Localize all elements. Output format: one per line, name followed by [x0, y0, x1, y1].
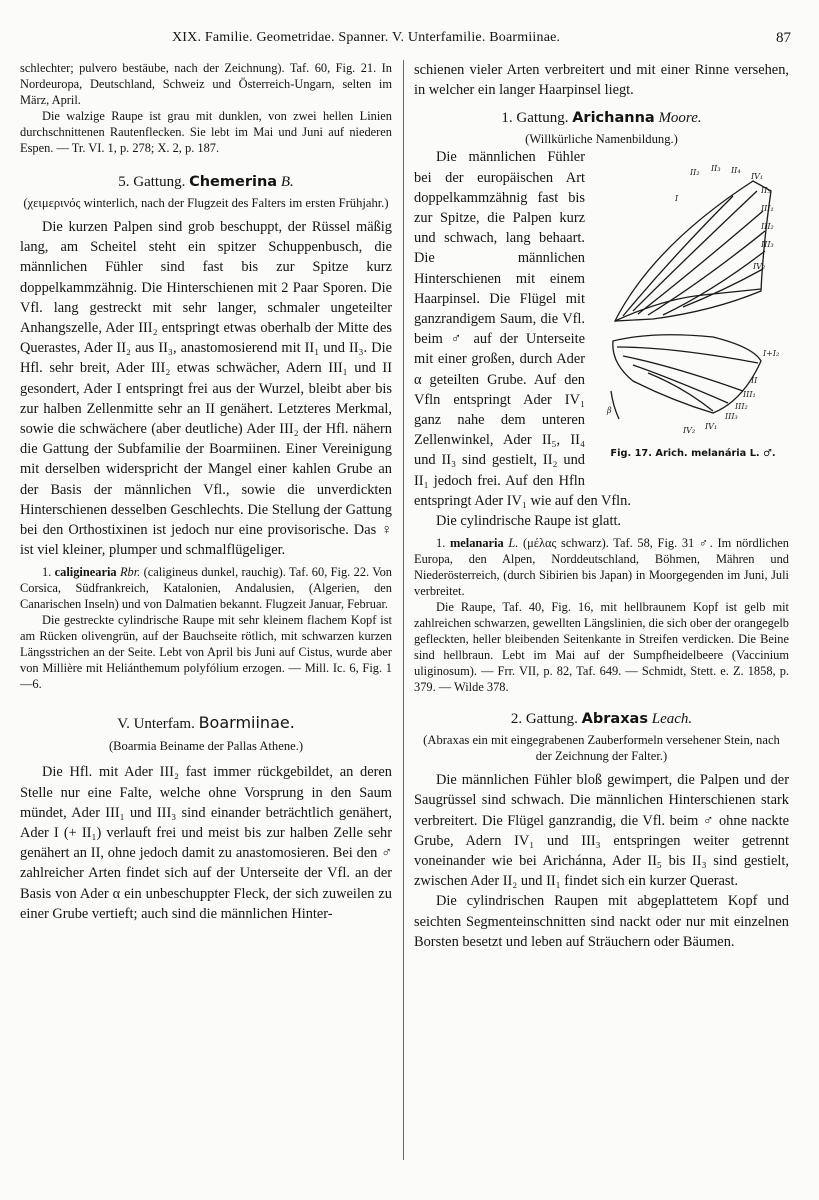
svg-text:III₂: III₂ — [735, 402, 748, 412]
right-paragraph-3: Die cylindrische Raupe ist glatt. — [436, 513, 622, 530]
right-paragraph-5: Die Raupe, Taf. 40, Fig. 16, mit hellbraunem Kopf ist gelb mit zahlreichen schwarzen, gewellten Längslinien, die sich ober der orangegelb gefleckten, heller bleibenden Seitenkante in Streifen verdicken. Die Beine sind hellbraun. Lebt im Mai auf der Sumpfheidelbeere (Vaccinium uliginosum). — Frr. VII, p. 82, Taf. 649. — Schmidt, Stett. e. Z. 1858, p. 379. — Wilde 378. — [414, 600, 789, 695]
genus-etymology: (χειμερινός winterlich, nach der Flugzeit des Falters im ersten Frühjahr.) — [23, 196, 389, 210]
figure-caption: Fig. 17. Arich. melanária L. ♂. — [610, 448, 776, 460]
left-paragraph-1: schlechter; pulvero bestäube, nach der Zeichnung). Taf. 60, Fig. 21. In Nordeuropa, Deutschland, Schweiz und Österreich-Ungarn, selten im März, April. — [20, 61, 392, 107]
svg-text:β: β — [607, 406, 612, 416]
left-paragraph-6: Die Hfl. mit Ader III₂ fast immer rückgebildet, an deren Stelle nur eine Falte, welche ohne Vorsprung in den Saum mündet, Ader III₁ und III₃ sind einander beträchtlich genähert, Ader I (+ II₁) verlauft frei und meist bis zur halben Zelle sehr genähert an II, ohne jedoch damit zu anastomosieren. Bei den ♂ zahlreicher Arten findet sich auf der Unterseite der Vfl. an der Basis von Ader α ein unbeschuppter Fleck, der sich zuweilen zu einer Grube vertieft; auch sind die männlichen Hinter- — [20, 764, 392, 922]
svg-text:IV₂: IV₂ — [683, 426, 696, 436]
svg-text:III₁: III₁ — [743, 390, 756, 400]
svg-text:III₁: III₁ — [761, 204, 774, 214]
svg-text:II₄: II₄ — [731, 166, 741, 176]
right-paragraph-6: Die männlichen Fühler bloß gewimpert, die Palpen und der Saugrüssel sind schwach. Die männlichen Hinterschienen stark verbreitert. Die Flügel ganzrandig, die Vfl. beim ♂ ohne nackte Grube, Adern IV₁ und III₃ entspringen weiter getrennt voneinander wie bei Arichánna, Ader II₅ bis II₃ sind gestielt, zwischen Ader II₂ und II₁ findet sich ein kurzer Querast. — [414, 772, 789, 890]
svg-text:III₃: III₃ — [761, 240, 774, 250]
right-paragraph-1: schienen vieler Arten verbreitert und mit einer Rinne versehen, in welcher ein langer Haarpinsel liegt. — [414, 62, 789, 99]
left-paragraph-2: Die walzige Raupe ist grau mit dunklen, von zwei hellen Linien durchschnittenen Rautenflecken. Sie lebt im Mai und Juni auf niederen Espen. — Tr. VI. 1, p. 278; X. 2, p. 187. — [20, 109, 392, 155]
svg-text:III₃: III₃ — [725, 412, 738, 422]
svg-text:I+I₂: I+I₂ — [763, 349, 780, 359]
genus-heading-abraxas: 2. Gattung. Abraxas Leach. — [510, 711, 693, 728]
right-paragraph-2: Die männlichen Fühler bei der europäischen Art doppelkammzähnig fast bis zur Spitze, die Palpen kurz und schwach, lang behaart. Die männlichen Hinterschienen mit einem Haarpinsel. Die Flügel mit ganzrandigem Saum, die Vfl. beim ♂ auf der Unterseite mit einer großen, durch Ader α geteilten Grube. Auf den Vfln entspringt Ader IV₁ ganz nahe dem unteren Zellenwinkel, Ader II₅, II₄ und II₃ sind gestielt, II₂ und II₁ jedoch frei. Auf den Hfln entspringt Ader IV₁ wie auf den Vfln. — [414, 149, 631, 509]
species-name: melanaria — [449, 536, 504, 551]
subfamily-heading: V. Unterfam. Boarmiinae. — [117, 713, 295, 733]
subfamily-etymology: (Boarmia Beiname der Pallas Athene.) — [108, 739, 304, 754]
wing-diagram — [593, 151, 789, 451]
svg-text:I: I — [675, 194, 679, 204]
genus-heading-arichanna: 1. Gattung. Arichanna Moore. — [501, 110, 702, 127]
running-head: XIX. Familie. Geometridae. Spanner. V. Unterfamilie. Boarmiinae. — [172, 30, 561, 45]
svg-text:II₅: II₅ — [761, 186, 771, 196]
svg-text:IV₁: IV₁ — [751, 172, 764, 182]
svg-text:IV₁: IV₁ — [705, 422, 718, 432]
species-entry-melanaria: 1. melanaria L. (μέλας schwarz). Taf. 58, Fig. 31 ♂. Im nördlichen Europa, den Alpen, Norddeutschland, Böhmen, Mähren und Niederösterreich, (durch Sibirien bis Japan) in Moorgegenden im Juni, Juli verbreitet. — [414, 536, 789, 599]
running-header — [0, 30, 819, 54]
wing-venation-figure — [593, 151, 789, 465]
species-entry-caliginearia: 1. caliginearia Rbr. (caligineus dunkel, rauchig). Taf. 60, Fig. 22. Von Corsica, Südfrankreich, Katalonien, Andalusien, (Algerien, den Canarischen Inseln) und von Dalmatien bekannt. Flugzeit Januar, Februar. — [20, 565, 392, 612]
left-paragraph-5: Die gestreckte cylindrische Raupe mit sehr kleinem flachem Kopf ist am Rücken olivengrün, auf der Bauchseite rötlich, mit schwarzen kurzen Längsstrichen an der Seite. Lebt von April bis Juni auf Cistus, wurde aber von Millière mit Heliánthemum polyfólium erzogen. — Mill. Ic. 6, Fig. 1—6. — [20, 613, 392, 692]
svg-text:IV₂: IV₂ — [753, 262, 766, 272]
genus-etymology: (Abraxas ein mit eingegrabenen Zauberformeln versehener Stein, nach der Zeichnung der Falter.) — [423, 733, 780, 764]
genus-etymology: (Willkürliche Namenbildung.) — [525, 132, 678, 147]
left-column — [20, 60, 392, 924]
right-paragraph-7: Die cylindrischen Raupen mit abgeplattetem Kopf und seichten Segmenteinschnitten sind nackt oder nur mit einzelnen Borsten besetzt und leben auf Sträuchern oder Bäumen. — [414, 893, 789, 950]
left-paragraph-3: Die kurzen Palpen sind grob beschuppt, der Rüssel mäßig lang, am Scheitel steht ein spitzer Schuppenbusch, die männlichen Fühler sind fast bis zur Spitze kurz doppelkammzähnig. Die Hinterschienen mit 2 Paar Sporen. Die Vfl. lang gestreckt mit sehr langer, schmaler ungeteilter Anhangszelle, Ader III₂ entspringt etwas oberhalb der Mitte des Querastes, Ader II₂ aus II₃, anastomosierend mit II₁ und II₃. Die Hfl. sehr breit, Ader III₂ etwas schwächer, Adern III₁ und II gesondert, Ader I entspringt frei aus der Wurzel, bleibt aber bis zur halben Zellenmitte sehr an II genähert. Letzteres Merkmal, sowie die schwächere (aber deutliche) Ader III₂ der Hfl. nähern die Gattung der Subfamilie der Boarmiinen. Einer Vereinigung mit derselben widerspricht der Mangel einer kahlen Grube an der Basis der männlichen Vfl., sowie die unverdickten Hinterschienen desselben Geschlechts. Die Stellung der Gattung bei den Orthostixinen ist jedoch nur eine provisorische. Das ♀ ist viel kleiner, plumper und schmalflügeliger. — [20, 219, 392, 559]
svg-text:II: II — [751, 376, 758, 386]
svg-text:II₂: II₂ — [690, 168, 700, 178]
svg-text:III₂: III₂ — [761, 222, 774, 232]
genus-heading-chemerina: 5. Gattung. Chemerina B. — [118, 174, 294, 190]
svg-text:II₃: II₃ — [711, 164, 721, 174]
right-column — [414, 60, 789, 952]
species-name: caliginearia — [54, 565, 117, 580]
page-number: 87 — [776, 30, 791, 46]
